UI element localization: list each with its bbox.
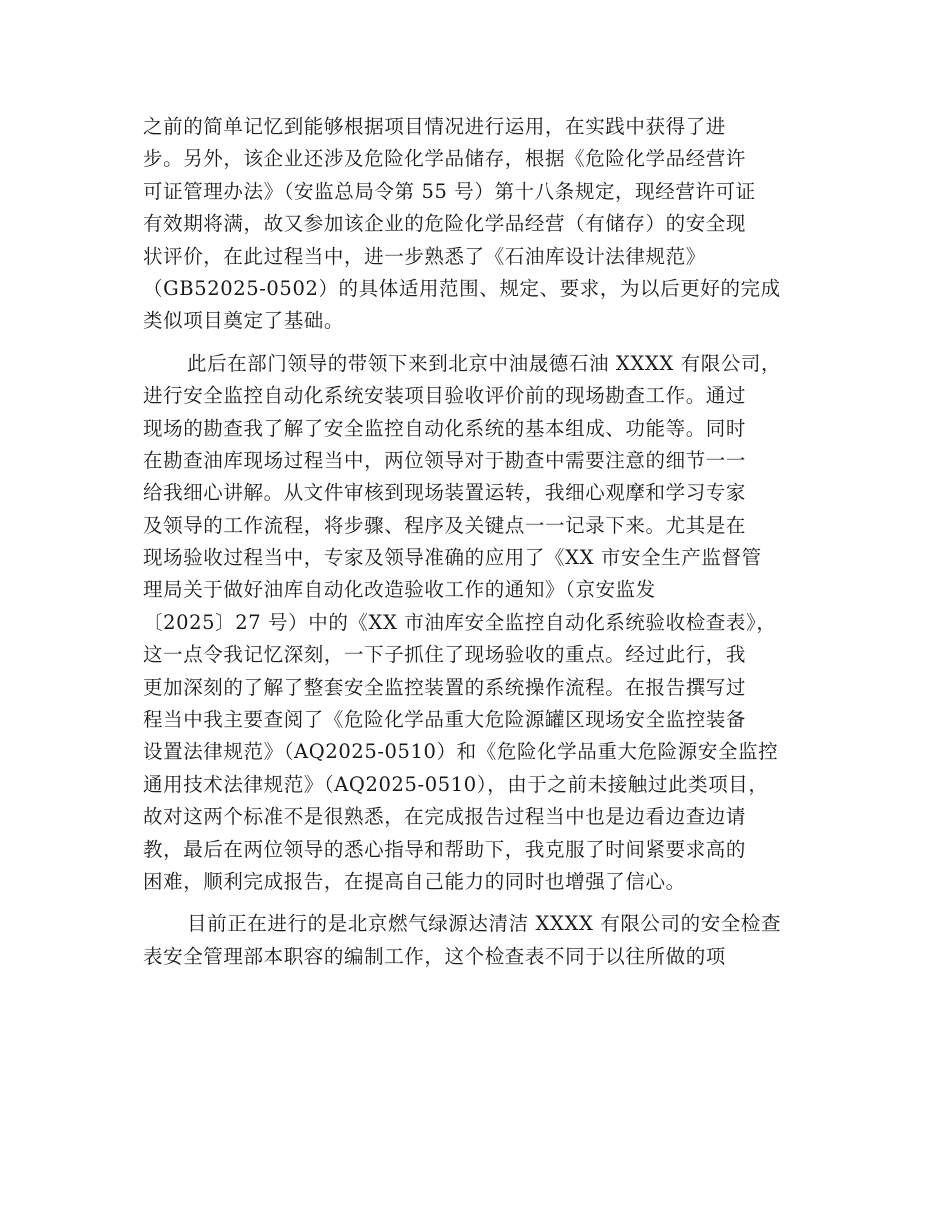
text-line: 现场的勘查我了解了安全监控自动化系统的基本组成、功能等。同时 — [143, 416, 747, 440]
text-line: 给我细心讲解。从文件审核到现场装置运转，我细心观摩和学习专家 — [143, 481, 747, 505]
text-line: 状评价，在此过程当中，进一步熟悉了《石油库设计法律规范》 — [143, 244, 706, 268]
text-line: 表安全管理部本职容的编制工作，这个检查表不同于以往所做的项 — [143, 944, 726, 968]
text-line: 程当中我主要查阅了《危险化学品重大危险源罐区现场安全监控装备 — [143, 708, 747, 732]
text-line: 类似项目奠定了基础。 — [143, 309, 345, 333]
text-line: 进行安全监控自动化系统安装项目验收评价前的现场勘查工作。通过 — [143, 384, 747, 408]
text-line: 此后在部门领导的带领下来到北京中油晟德石油 XXXX 有限公司， — [187, 351, 782, 375]
paragraph-3 — [143, 908, 823, 973]
text-line: 〔2025〕27 号）中的《XX 市油库安全监控自动化系统验收检查表》， — [143, 610, 777, 634]
paragraph-2 — [143, 348, 823, 899]
text-line: 目前正在进行的是北京燃气绿源达清洁 XXXX 有限公司的安全检查 — [187, 912, 782, 936]
text-line: 理局关于做好油库自动化改造验收工作的通知》（京安监发 — [143, 578, 656, 602]
text-line: 及领导的工作流程，将步骤、程序及关键点一一记录下来。尤其是在 — [143, 513, 747, 537]
text-line: 可证管理办法》（安监总局令第 55 号）第十八条规定，现经营许可证 — [143, 179, 756, 203]
text-line: 更加深刻的了解了整套安全监控装置的系统操作流程。在报告撰写过 — [143, 675, 747, 699]
text-line: 之前的简单记忆到能够根据项目情况进行运用，在实践中获得了进 — [143, 115, 726, 138]
text-line: 困难，顺利完成报告，在提高自己能力的同时也增强了信心。 — [143, 869, 686, 893]
text-line: 故对这两个标准不是很熟悉，在完成报告过程当中也是边看边查边请 — [143, 805, 747, 829]
text-line: 现场验收过程当中，专家及领导准确的应用了《XX 市安全生产监督管 — [143, 546, 762, 570]
text-line: 步。另外，该企业还涉及危险化学品储存，根据《危险化学品经营许 — [143, 147, 747, 171]
body-text — [143, 111, 823, 983]
text-line: 教，最后在两位领导的悉心指导和帮助下，我克服了时间紧要求高的 — [143, 837, 747, 861]
text-line: 通用技术法律规范》（AQ2025-0510），由于之前未接触过此类项目， — [143, 772, 769, 796]
text-line: （GB52025-0502）的具体适用范围、规定、要求，为以后更好的完成 — [143, 276, 781, 300]
paragraph-1 — [143, 111, 823, 338]
text-line: 这一点令我记忆深刻，一下子抓住了现场验收的重点。经过此行，我 — [143, 643, 747, 667]
text-line: 有效期将满，故又参加该企业的危险化学品经营（有储存）的安全现 — [143, 212, 747, 236]
text-line: 设置法律规范》（AQ2025-0510）和《危险化学品重大危险源安全监控 — [143, 740, 779, 764]
text-line: 在勘查油库现场过程当中，两位领导对于勘查中需要注意的细节一一 — [143, 448, 747, 472]
